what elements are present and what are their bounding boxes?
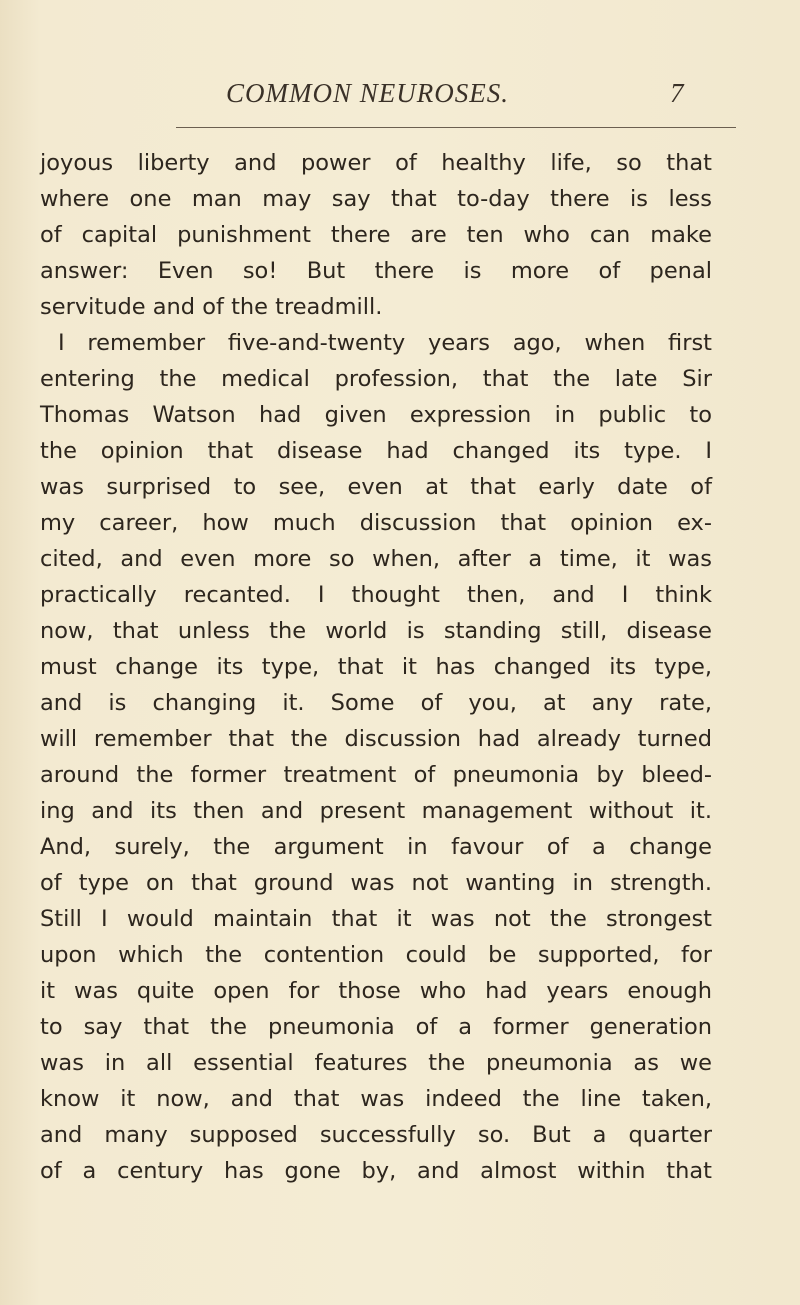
text-line: entering the medical profession, that the late Sir <box>40 366 712 392</box>
text-line: was in all essential features the pneumonia as we <box>40 1050 712 1076</box>
text-line: the opinion that disease had changed its type. I <box>40 438 712 464</box>
text-line: of type on that ground was not wanting in strength. <box>40 870 712 896</box>
text-line: joyous liberty and power of healthy life, so that <box>40 150 712 176</box>
text-line: was surprised to see, even at that early date of <box>40 474 712 500</box>
text-line: And, surely, the argument in favour of a change <box>40 834 712 860</box>
page-header <box>0 78 800 118</box>
text-line: must change its type, that it has changed its type, <box>40 654 712 680</box>
text-line: answer: Even so! But there is more of penal <box>40 258 712 284</box>
text-line: of a century has gone by, and almost within that <box>40 1158 712 1184</box>
text-line: where one man may say that to-day there is less <box>40 186 712 212</box>
text-line: around the former treatment of pneumonia by bleed- <box>40 762 712 788</box>
text-line: to say that the pneumonia of a former generation <box>40 1014 712 1040</box>
text-line: practically recanted. I thought then, and I think <box>40 582 712 608</box>
text-line: of capital punishment there are ten who can make <box>40 222 712 248</box>
text-line: servitude and of the treadmill. <box>40 294 383 320</box>
text-line: Thomas Watson had given expression in public to <box>40 402 712 428</box>
body-text <box>40 145 712 1189</box>
text-line: it was quite open for those who had years enough <box>40 978 712 1004</box>
text-line: ing and its then and present management without it. <box>40 798 712 824</box>
text-line: cited, and even more so when, after a time, it was <box>40 546 712 572</box>
text-line: and is changing it. Some of you, at any rate, <box>40 690 712 716</box>
header-rule <box>176 127 736 128</box>
text-line: now, that unless the world is standing still, disease <box>40 618 712 644</box>
text-line: Still I would maintain that it was not the strongest <box>40 906 712 932</box>
text-line: and many supposed successfully so. But a quarter <box>40 1122 712 1148</box>
text-line: my career, how much discussion that opinion ex- <box>40 510 712 536</box>
running-head: COMMON NEUROSES. <box>226 78 509 108</box>
text-line: upon which the contention could be supported, for <box>40 942 712 968</box>
text-line: will remember that the discussion had already turned <box>40 726 712 752</box>
text-line: know it now, and that was indeed the line taken, <box>40 1086 712 1112</box>
page-number: 7 <box>670 78 684 108</box>
text-line: I remember five-and-twenty years ago, when first <box>58 330 712 356</box>
